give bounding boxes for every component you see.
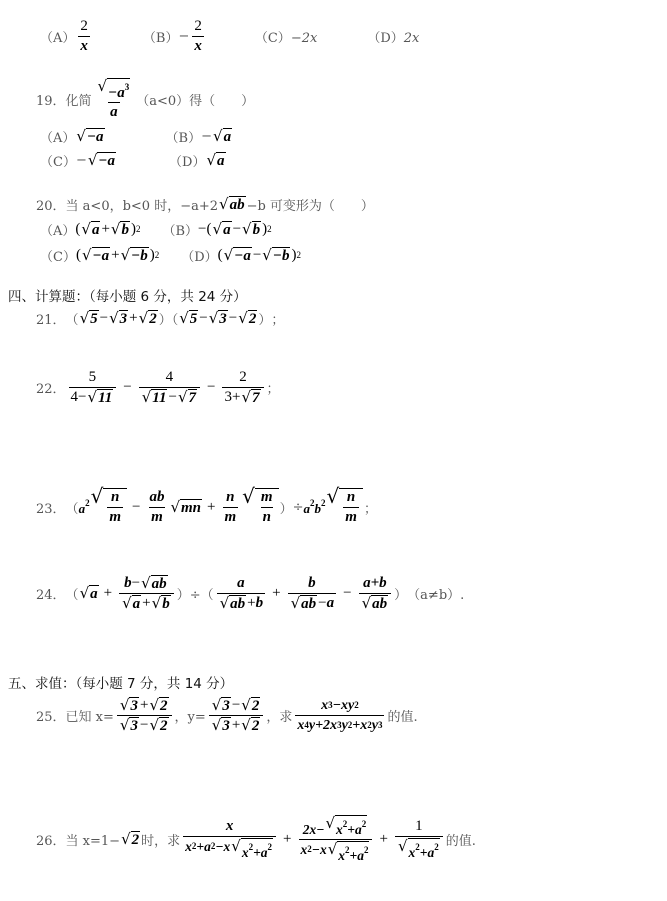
q20-stem: 20．当 a<0，b<0 时，−a+2 √ ab −b 可变形为（ ） bbox=[36, 194, 374, 214]
q19-fraction: √ $-a^3$ a bbox=[97, 76, 130, 120]
q20-options-row1: （A） ( √ a + √ b ) 2 （B） − ( √ a − √ b ) 2 bbox=[40, 219, 272, 239]
q19-options-row2: （C） − √ −a （D） √ a bbox=[40, 150, 225, 170]
option-c: （C）−2x bbox=[254, 30, 318, 46]
q18-options: （A） $\frac{2}{x}$ （B） − $\frac{2}{x}$ （C）−2x （D）2x bbox=[40, 17, 420, 54]
q26: 26．当 x=1− √ 2 时，求 x x 2 +a 2 −x √ $x^2+a^2$ + 2x− √ $x^2+a^2$ x 2 −x √ $x^2+a^2$ + 1 √ $x^2+a^2$ 的值. bbox=[36, 813, 476, 863]
section-5-title: 五、求值：（每小题 7 分，共 14 分） bbox=[8, 676, 234, 692]
option-d: （D）2x bbox=[367, 30, 420, 46]
section-4-title: 四、计算题：（每小题 6 分，共 24 分） bbox=[8, 289, 247, 305]
q20-options-row2: （C） ( √ −a + √ −b ) 2 （D） ( √ −a − √ −b ) 2 bbox=[40, 245, 301, 265]
q23: 23． （ $a^2$ √ $\frac{n}{m}$ − $\frac{ab}{m}$ √ mn + $\frac{n}{m}$ √ $\frac{m}{n}$ ） ÷ $a^2b^2$ √ $\frac{n}{m}$ ； bbox=[36, 484, 377, 525]
q25: 25．已知 x= √ 3 + √ 2 √ 3 − √ 2 ，y= √ 3 − √ 2 √ 3 + √ 2 ，求 x 3 −xy 2 x 4 y+2x 3 y 2 +x 2 y 3 的值. bbox=[36, 695, 418, 734]
option-b-fraction: $\frac{2}{x}$ bbox=[194, 17, 202, 54]
q21: 21． （ √ 5 − √ 3 + √ 2 ）（ √ 5 − √ 3 − √ 2 ） ； bbox=[36, 308, 285, 328]
option-a-label: （A） bbox=[40, 30, 76, 46]
q19-stem: 19．化简 √ $-a^3$ a （a<0）得（ ） bbox=[36, 76, 255, 120]
q19-options-row1: （A） √ −a （B） − √ a bbox=[40, 126, 232, 146]
q22: 22． 5 4− √ 11 − 4 √ 11 − √ 7 − 2 3+ √ 7 ； bbox=[36, 368, 280, 406]
option-a-fraction: $\frac{2}{x}$ bbox=[80, 17, 88, 54]
q24: 24． （ √ a + b − √ ab √ a + √ b ）÷（ a √ ab + b + b √ ab − a − a+b √ ab ） （a≠b）. bbox=[36, 573, 465, 612]
option-b-label: （B） bbox=[142, 30, 179, 46]
